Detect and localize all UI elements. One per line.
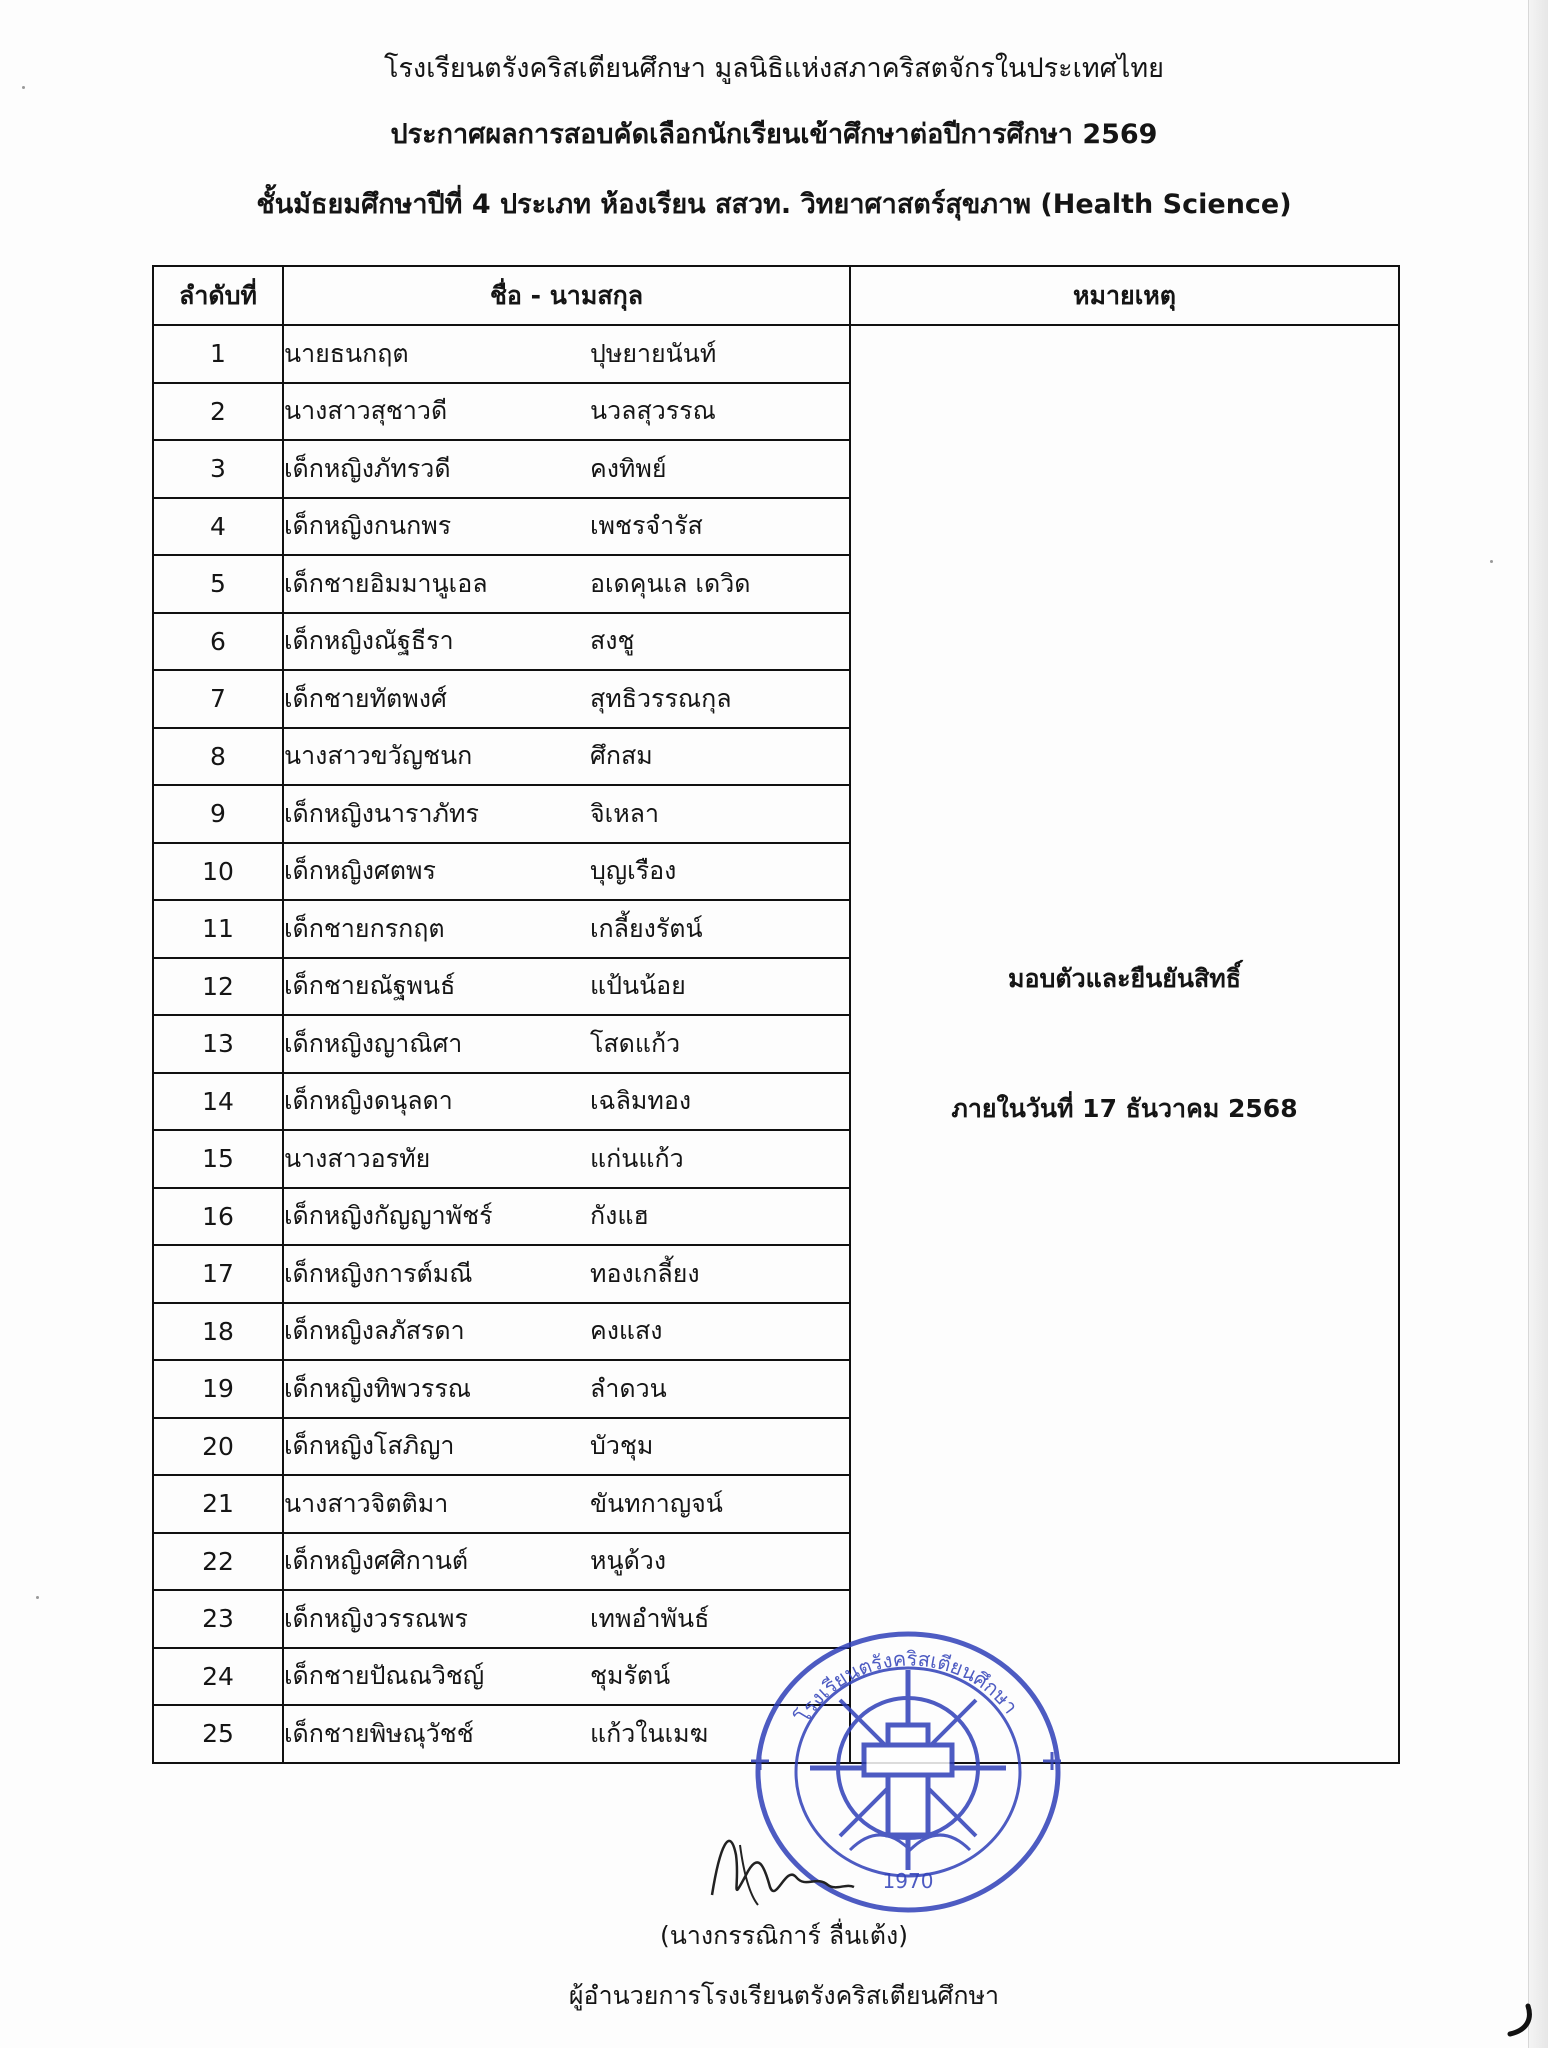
- student-first-name: เด็กหญิงศตพร: [284, 856, 436, 886]
- row-number: 16: [153, 1188, 283, 1246]
- remark-report-instruction: มอบตัวและยืนยันสิทธิ์: [1008, 963, 1241, 993]
- student-first-name: เด็กชายทัตพงศ์: [284, 683, 447, 713]
- student-name-cell: [283, 1073, 850, 1131]
- student-last-name: อเดคุนเล เดวิด: [590, 568, 751, 598]
- student-name-cell: [283, 383, 850, 441]
- row-number: 22: [153, 1533, 283, 1591]
- student-name-cell: [283, 785, 850, 843]
- student-name-cell: [283, 900, 850, 958]
- student-last-name: คงทิพย์: [590, 453, 667, 483]
- student-first-name: เด็กชายณัฐพนธ์: [284, 971, 456, 1001]
- student-last-name: แป้นน้อย: [590, 971, 686, 1001]
- row-number: 3: [153, 440, 283, 498]
- student-first-name: เด็กหญิงนาราภัทร: [284, 798, 479, 828]
- student-last-name: แก้วในเมฆ: [590, 1718, 709, 1748]
- student-last-name: จิเหลา: [590, 798, 660, 828]
- student-last-name: ศึกสม: [590, 741, 653, 771]
- row-number: 11: [153, 900, 283, 958]
- student-first-name: เด็กหญิงศศิกานต์: [284, 1546, 469, 1576]
- student-last-name: คงแสง: [590, 1316, 663, 1346]
- student-last-name: สงชู: [590, 626, 635, 656]
- student-name-cell: [283, 1015, 850, 1073]
- row-number: 24: [153, 1648, 283, 1706]
- row-number: 12: [153, 958, 283, 1016]
- student-first-name: นางสาวจิตติมา: [284, 1488, 449, 1518]
- row-number: 23: [153, 1590, 283, 1648]
- student-first-name: เด็กชายปัณณวิชญ์: [284, 1661, 485, 1691]
- column-header-name: ชื่อ - นามสกุล: [283, 266, 850, 325]
- student-last-name: เพชรจำรัส: [590, 511, 703, 541]
- student-name-cell: [283, 1475, 850, 1533]
- seal-ring-text: โรงเรียนตรังคริสเตียนศึกษา: [790, 1646, 1024, 1728]
- row-number: 2: [153, 383, 283, 441]
- signer-title: ผู้อำนวยการโรงเรียนตรังคริสเตียนศึกษา: [568, 1981, 1000, 2010]
- student-name-cell: [283, 1590, 850, 1648]
- row-number: 5: [153, 555, 283, 613]
- student-name-cell: [283, 1360, 850, 1418]
- student-name-cell: [283, 958, 850, 1016]
- student-first-name: เด็กหญิงกนกพร: [284, 511, 452, 541]
- row-number: 8: [153, 728, 283, 786]
- row-number: 4: [153, 498, 283, 556]
- row-number: 1: [153, 325, 283, 383]
- student-last-name: สุทธิวรรณกุล: [590, 683, 732, 713]
- student-first-name: เด็กหญิงลภัสรดา: [284, 1316, 465, 1346]
- scan-speck: [36, 1596, 39, 1599]
- student-last-name: เฉลิมทอง: [590, 1086, 692, 1116]
- row-number: 14: [153, 1073, 283, 1131]
- student-last-name: ชุมรัตน์: [590, 1661, 671, 1691]
- row-number: 6: [153, 613, 283, 671]
- student-first-name: เด็กหญิงภัทรวดี: [284, 453, 451, 483]
- row-number: 10: [153, 843, 283, 901]
- student-last-name: โสดแก้ว: [590, 1028, 681, 1058]
- student-last-name: เกลี้ยงรัตน์: [590, 913, 703, 943]
- student-name-cell: [283, 1533, 850, 1591]
- scan-speck: [1490, 560, 1493, 563]
- school-name: โรงเรียนตรังคริสเตียนศึกษา มูลนิธิแห่งสภาคริสตจักรในประเทศไทย: [383, 53, 1165, 84]
- student-name-cell: [283, 1705, 850, 1763]
- table-body: [153, 325, 1399, 1763]
- student-name-cell: [283, 1648, 850, 1706]
- row-number: 13: [153, 1015, 283, 1073]
- student-last-name: แก่นแก้ว: [590, 1143, 684, 1173]
- row-number: 21: [153, 1475, 283, 1533]
- signer-name: (นางกรรณิการ์ ลื่นเต้ง): [660, 1921, 908, 1950]
- row-number: 25: [153, 1705, 283, 1763]
- student-last-name: กังแฮ: [590, 1201, 649, 1231]
- student-first-name: เด็กหญิงกัญญาพัชร์: [284, 1201, 493, 1231]
- student-name-cell: [283, 1303, 850, 1361]
- student-first-name: เด็กชายพิษณุวัชช์: [284, 1718, 474, 1748]
- remark-deadline: ภายในวันที่ 17 ธันวาคม 2568: [951, 1093, 1298, 1123]
- row-number: 9: [153, 785, 283, 843]
- student-last-name: ทองเกลี้ยง: [590, 1258, 700, 1288]
- class-program-title: ชั้นมัธยมศึกษาปีที่ 4 ประเภท ห้องเรียน สสวท. วิทยาศาสตร์สุขภาพ (Health Science): [256, 189, 1292, 220]
- student-last-name: บัวชุม: [590, 1431, 654, 1461]
- column-header-number: ลำดับที่: [153, 266, 283, 325]
- student-name-cell: [283, 728, 850, 786]
- student-last-name: บุญเรือง: [590, 856, 677, 886]
- student-first-name: นายธนกฤต: [284, 338, 409, 368]
- student-first-name: เด็กหญิงณัฐธีรา: [284, 626, 454, 656]
- student-last-name: ลำดวน: [590, 1373, 667, 1403]
- student-last-name: หนูด้วง: [590, 1546, 667, 1576]
- student-first-name: เด็กหญิงวรรณพร: [284, 1603, 468, 1633]
- student-last-name: นวลสุวรรณ: [590, 396, 716, 426]
- row-number: 17: [153, 1245, 283, 1303]
- student-last-name: ขันทกาญจน์: [590, 1488, 723, 1518]
- student-name-cell: [283, 325, 850, 383]
- table-header-row: [153, 266, 1399, 325]
- student-first-name: เด็กหญิงดนุลดา: [284, 1086, 453, 1116]
- student-name-cell: [283, 440, 850, 498]
- student-name-cell: [283, 555, 850, 613]
- row-number: 7: [153, 670, 283, 728]
- student-first-name: เด็กหญิงการต์มณี: [284, 1258, 473, 1288]
- table-row: [153, 325, 1399, 383]
- page-edge: [1528, 0, 1548, 2048]
- student-name-cell: [283, 670, 850, 728]
- seal-year: 1970: [882, 1869, 934, 1893]
- student-name-cell: [283, 1418, 850, 1476]
- results-table: [152, 265, 1400, 1764]
- student-name-cell: [283, 613, 850, 671]
- student-first-name: เด็กชายอิมมานูเอล: [284, 568, 488, 598]
- student-last-name: เทพอำพันธ์: [590, 1603, 710, 1633]
- student-first-name: นางสาวขวัญชนก: [284, 741, 473, 771]
- student-last-name: ปุษยายนันท์: [590, 338, 717, 368]
- student-name-cell: [283, 1188, 850, 1246]
- student-first-name: เด็กหญิงโสภิญา: [284, 1431, 455, 1461]
- student-first-name: เด็กชายกรกฤต: [284, 913, 445, 943]
- column-header-remark: หมายเหตุ: [850, 266, 1399, 325]
- student-first-name: นางสาวสุชาวดี: [284, 396, 448, 426]
- student-name-cell: [283, 1130, 850, 1188]
- student-name-cell: [283, 1245, 850, 1303]
- remark-cell: [850, 325, 1399, 1763]
- row-number: 15: [153, 1130, 283, 1188]
- student-first-name: เด็กหญิงญาณิศา: [284, 1028, 463, 1058]
- corner-mark-icon: [1500, 2000, 1540, 2040]
- row-number: 18: [153, 1303, 283, 1361]
- student-name-cell: [283, 498, 850, 556]
- row-number: 19: [153, 1360, 283, 1418]
- row-number: 20: [153, 1418, 283, 1476]
- announcement-title: ประกาศผลการสอบคัดเลือกนักเรียนเข้าศึกษาต่อปีการศึกษา 2569: [390, 119, 1158, 150]
- student-name-cell: [283, 843, 850, 901]
- student-first-name: นางสาวอรทัย: [284, 1143, 431, 1173]
- handwritten-signature: [700, 1815, 860, 1915]
- student-first-name: เด็กหญิงทิพวรรณ: [284, 1373, 471, 1403]
